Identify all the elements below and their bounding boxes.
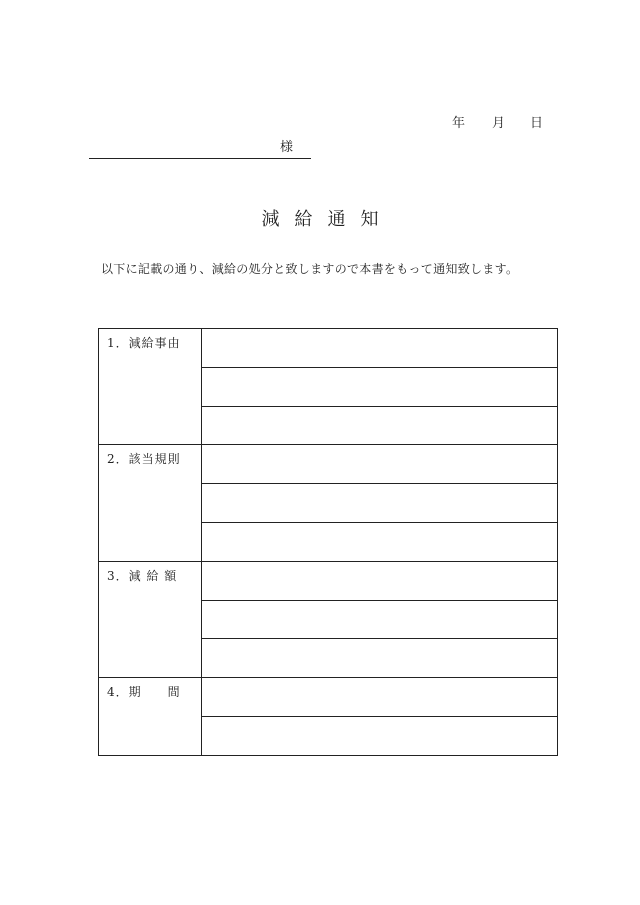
rule-field-2[interactable]: [202, 484, 558, 523]
period-field-2[interactable]: [202, 716, 558, 755]
table-row: [99, 561, 558, 600]
period-field-1[interactable]: [202, 678, 558, 717]
date-month-label: 月: [492, 116, 506, 131]
amount-field-2[interactable]: [202, 600, 558, 639]
date-day-label: 日: [530, 116, 544, 131]
table-row: [99, 445, 558, 484]
rule-field-1[interactable]: [202, 445, 558, 484]
intro-text: 以下に記載の通り、減給の処分と致しますので本書をもって通知致します。: [101, 262, 519, 276]
date-year-label: 年: [452, 116, 466, 131]
reason-field-1[interactable]: [202, 329, 558, 368]
recipient-honorific: 様: [279, 140, 293, 155]
table-row: [99, 329, 558, 368]
section-label-rule: 2．該当規則: [99, 445, 202, 561]
notice-form-table: [98, 328, 558, 756]
recipient-name-field[interactable]: [89, 136, 311, 159]
date-line: [440, 112, 550, 130]
section-label-amount: 3．減 給 額: [99, 561, 202, 677]
reason-field-2[interactable]: [202, 367, 558, 406]
section-label-period: 4．期 間: [99, 678, 202, 756]
amount-field-1[interactable]: [202, 561, 558, 600]
reason-field-3[interactable]: [202, 406, 558, 445]
rule-field-3[interactable]: [202, 522, 558, 561]
section-label-reason: 1．減給事由: [99, 329, 202, 445]
document-title: 減給通知: [261, 209, 394, 230]
table-row: [99, 678, 558, 717]
amount-field-3[interactable]: [202, 639, 558, 678]
